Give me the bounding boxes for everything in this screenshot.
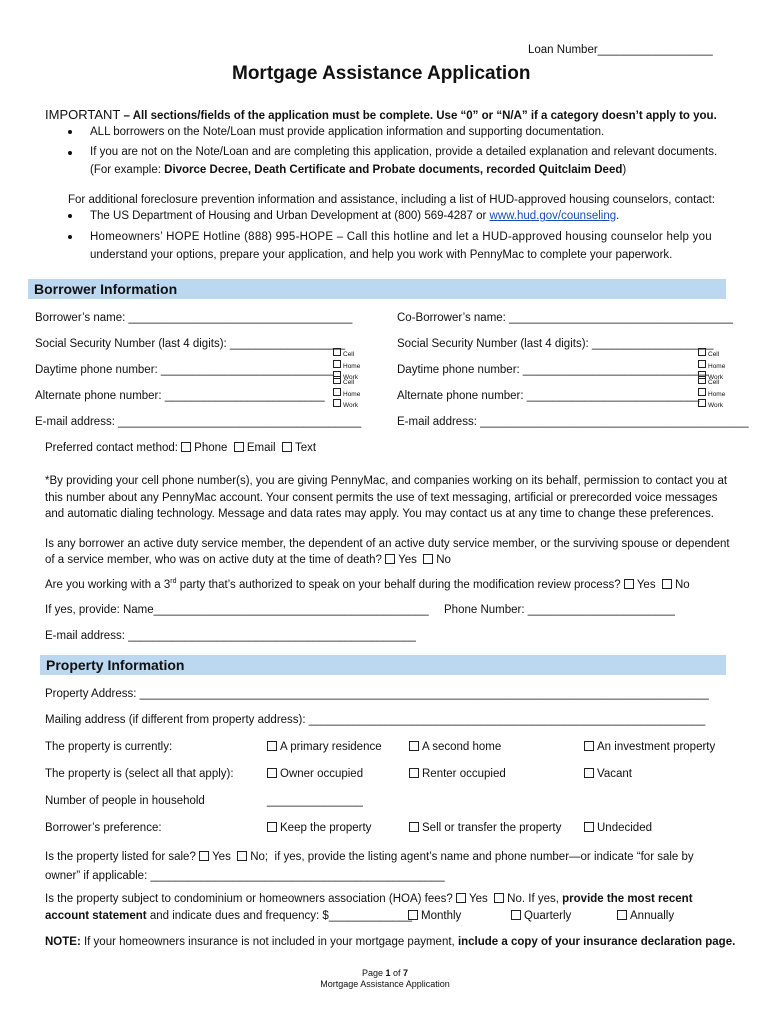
contact-email-option[interactable]: Email (234, 442, 276, 454)
checkbox-icon[interactable] (267, 822, 277, 832)
military-no-option[interactable]: No (423, 554, 451, 566)
borrower-ssn-field[interactable]: Social Security Number (last 4 digits): __________________ (35, 338, 346, 350)
important-bullet-1: ALL borrowers on the Note/Loan must provide application information and supporting documentation. (90, 126, 605, 138)
checkbox-icon[interactable] (494, 893, 504, 903)
for-sale-yes-option[interactable]: Yes (199, 851, 231, 863)
renter-occupied-option[interactable]: Renter occupied (409, 768, 506, 780)
checkbox-icon[interactable] (234, 442, 244, 452)
checkbox-icon[interactable] (698, 399, 706, 407)
for-sale-question (45, 851, 694, 863)
military-yes-option[interactable]: Yes (385, 554, 417, 566)
checkbox-icon[interactable] (237, 851, 247, 861)
checkbox-icon[interactable] (282, 442, 292, 452)
phone-type-home-option[interactable]: Home (698, 388, 725, 400)
important-notice (45, 107, 717, 122)
for-sale-rest: if yes, provide the listing agent’s name and phone number—or indicate “for sale by (274, 851, 694, 863)
note-lead: NOTE: (45, 936, 81, 948)
important-lead: IMPORTANT (45, 107, 121, 122)
phone-type-cell-option[interactable]: Cell (333, 376, 360, 388)
contact-text-option[interactable]: Text (282, 442, 316, 454)
monthly-option[interactable]: Monthly (408, 910, 461, 922)
checkbox-icon[interactable] (333, 360, 341, 368)
third-party-email-field[interactable]: E-mail address: _____________________________________________ (45, 630, 416, 642)
military-question (45, 537, 735, 568)
co-borrower-alternate-phone-type (698, 376, 725, 411)
listing-agent-field[interactable]: owner” if applicable: ______________________________________________ (45, 870, 445, 882)
household-people-label: Number of people in household (45, 795, 205, 807)
primary-residence-option[interactable]: A primary residence (267, 741, 382, 753)
borrower-alternate-phone-type (333, 376, 360, 411)
vacant-option[interactable]: Vacant (584, 768, 632, 780)
important-text: – All sections/fields of the application must be complete. Use “0” or “N/A” if a category doesn’t apply to you. (120, 110, 717, 122)
annually-option[interactable]: Annually (617, 910, 674, 922)
phone-type-work-option[interactable]: Work (698, 371, 725, 383)
hud-bullet-2-line2: understand your options, prepare your application, and help you work with PennyMac to complete your paperwork. (90, 249, 673, 261)
borrower-alternate-phone-field[interactable]: Alternate phone number: _________________________ (35, 390, 325, 402)
keep-property-option[interactable]: Keep the property (267, 822, 371, 834)
borrower-name-field[interactable]: Borrower’s name: ___________________________________ (35, 312, 353, 324)
third-party-yes-option[interactable]: Yes (624, 579, 656, 591)
checkbox-icon[interactable] (698, 348, 706, 356)
for-sale-text: Is the property listed for sale? (45, 851, 196, 863)
checkbox-icon[interactable] (181, 442, 191, 452)
hud-bullet-2-line1: Homeowners’ HOPE Hotline (888) 995-HOPE – Call this hotline and let a HUD-approved housing counselor help you (90, 231, 712, 243)
checkbox-icon[interactable] (408, 910, 418, 920)
hoa-text: Is the property subject to condominium or homeowners association (HOA) fees? (45, 893, 453, 905)
hud-intro: For additional foreclosure prevention information and assistance, including a list of HUD-approved housing counselors, contact: (68, 194, 715, 206)
preferred-contact-label: Preferred contact method: (45, 442, 178, 454)
property-is-label: The property is (select all that apply): (45, 768, 234, 780)
quarterly-option[interactable]: Quarterly (511, 910, 571, 922)
consent-text: *By providing your cell phone number(s), you are giving PennyMac, and companies working on its behalf, permission to contact you at this number about any PennyMac account. Your consent permits the use of text messaging, artificial or prerecorded voice messages and automatic dialing technology. Message and data rates may apply. You may contact us at any time to change these preferences. (45, 475, 728, 520)
sell-transfer-option[interactable]: Sell or transfer the property (409, 822, 561, 834)
loan-number-field[interactable]: Loan Number__________________ (528, 44, 713, 56)
preferred-contact-row (45, 442, 316, 454)
borrower-section-header: Borrower Information (28, 279, 726, 299)
phone-type-work-option[interactable]: Work (698, 399, 725, 411)
phone-type-cell-option[interactable]: Cell (333, 348, 360, 360)
hoa-dues-field[interactable]: and indicate dues and frequency: $_____________ (149, 910, 412, 922)
household-people-field[interactable]: _______________ (267, 795, 363, 807)
checkbox-icon[interactable] (624, 579, 634, 589)
note-text: If your homeowners insurance is not included in your mortgage payment, (80, 936, 458, 948)
phone-type-work-option[interactable]: Work (333, 371, 360, 383)
third-party-text-a: Are you working with a 3 (45, 578, 171, 591)
phone-type-cell-option[interactable]: Cell (698, 348, 725, 360)
page-title: Mortgage Assistance Application (232, 63, 531, 84)
borrower-email-field[interactable]: E-mail address: ______________________________________ (35, 416, 362, 428)
example-prefix: (For example: (90, 164, 165, 176)
bullet-icon (68, 214, 72, 218)
checkbox-icon[interactable] (511, 910, 521, 920)
third-party-name-field[interactable]: If yes, provide: Name___________________________________________ (45, 604, 429, 616)
co-borrower-ssn-field[interactable]: Social Security Number (last 4 digits): ___________________ (397, 338, 714, 350)
checkbox-icon[interactable] (698, 388, 706, 396)
property-address-field[interactable]: Property Address: _________________________________________________________________________________________ (45, 688, 709, 700)
third-party-sup: rd (170, 578, 177, 585)
checkbox-icon[interactable] (267, 741, 277, 751)
checkbox-icon[interactable] (267, 768, 277, 778)
co-borrower-email-field[interactable]: E-mail address: __________________________________________ (397, 416, 749, 428)
mailing-address-field[interactable]: Mailing address (if different from property address): ______________________________________________________________ (45, 714, 706, 726)
phone-type-home-option[interactable]: Home (333, 388, 360, 400)
checkbox-icon[interactable] (409, 741, 419, 751)
bullet-icon (68, 235, 72, 239)
checkbox-icon[interactable] (698, 376, 706, 384)
checkbox-icon[interactable] (617, 910, 627, 920)
property-section-header: Property Information (40, 655, 726, 675)
co-borrower-alternate-phone-field[interactable]: Alternate phone number: ___________________________ (397, 390, 700, 402)
third-party-phone-field[interactable]: Phone Number: _______________________ (444, 604, 675, 616)
checkbox-icon[interactable] (584, 768, 594, 778)
hoa-yes-option[interactable]: Yes (456, 893, 488, 905)
example-suffix: ) (622, 164, 627, 176)
third-party-no-option[interactable]: No (662, 579, 690, 591)
phone-type-home-option[interactable]: Home (698, 360, 725, 372)
owner-occupied-option[interactable]: Owner occupied (267, 768, 363, 780)
checkbox-icon[interactable] (456, 893, 466, 903)
checkbox-icon[interactable] (385, 554, 395, 564)
bullet-icon (68, 151, 72, 155)
hoa-bold-1: provide the most recent (562, 893, 693, 905)
military-question-text: Is any borrower an active duty service member, the dependent of an active duty service member, or the surviving spouse or dependent of a service member, who was on active duty at the time of death? (45, 538, 730, 566)
phone-type-home-option[interactable]: Home (333, 360, 360, 372)
note-bold: include a copy of your insurance declaration page. (457, 936, 736, 948)
phone-type-work-option[interactable]: Work (333, 399, 360, 411)
co-borrower-name-field[interactable]: Co-Borrower’s name: ___________________________________ (397, 312, 733, 324)
hud-bullet-1-end: . (616, 210, 620, 222)
borrower-daytime-phone-field[interactable]: Daytime phone number: ___________________________ (35, 364, 334, 376)
borrower-preference-label: Borrower’s preference: (45, 822, 162, 834)
checkbox-icon[interactable] (662, 579, 672, 589)
hud-bullet-1-text: The US Department of Housing and Urban Development at (800) 569-4287 or (90, 210, 490, 222)
footer-document-name: Mortgage Assistance Application (320, 979, 450, 989)
third-party-question (45, 578, 690, 591)
bullet-icon (68, 130, 72, 134)
important-example (90, 164, 626, 176)
hud-bullet-1 (90, 210, 619, 222)
property-currently-label: The property is currently: (45, 741, 173, 753)
checkbox-icon[interactable] (698, 360, 706, 368)
second-home-option[interactable]: A second home (409, 741, 501, 753)
hoa-question (45, 893, 693, 905)
undecided-option[interactable]: Undecided (584, 822, 652, 834)
checkbox-icon[interactable] (333, 399, 341, 407)
page-number: Page 1 of 7 (361, 968, 409, 978)
investment-property-option[interactable]: An investment property (584, 741, 715, 753)
phone-type-cell-option[interactable]: Cell (698, 376, 725, 388)
co-borrower-daytime-phone-field[interactable]: Daytime phone number: _____________________________ (397, 364, 709, 376)
checkbox-icon[interactable] (199, 851, 209, 861)
third-party-text-b: party that’s authorized to speak on your behalf during the modification review process? (176, 578, 621, 591)
checkbox-icon[interactable] (584, 741, 594, 751)
checkbox-icon[interactable] (423, 554, 433, 564)
checkbox-icon[interactable] (409, 822, 419, 832)
hoa-dues-row (45, 910, 412, 922)
for-sale-no-option[interactable]: No; (237, 851, 268, 863)
checkbox-icon[interactable] (333, 348, 341, 356)
checkbox-icon[interactable] (409, 768, 419, 778)
checkbox-icon[interactable] (333, 388, 341, 396)
insurance-note (45, 936, 735, 948)
checkbox-icon[interactable] (584, 822, 594, 832)
hud-counseling-link[interactable]: www.hud.gov/counseling (489, 210, 617, 222)
hoa-bold-2: account statement (45, 910, 147, 922)
example-bold: Divorce Decree, Death Certificate and Probate documents, recorded Quitclaim Deed (164, 164, 623, 176)
hoa-no-option[interactable]: No. If yes, (494, 893, 559, 905)
contact-phone-option[interactable]: Phone (181, 442, 227, 454)
checkbox-icon[interactable] (333, 376, 341, 384)
important-bullet-2: If you are not on the Note/Loan and are completing this application, provide a detailed explanation and relevant documents. (90, 146, 718, 158)
